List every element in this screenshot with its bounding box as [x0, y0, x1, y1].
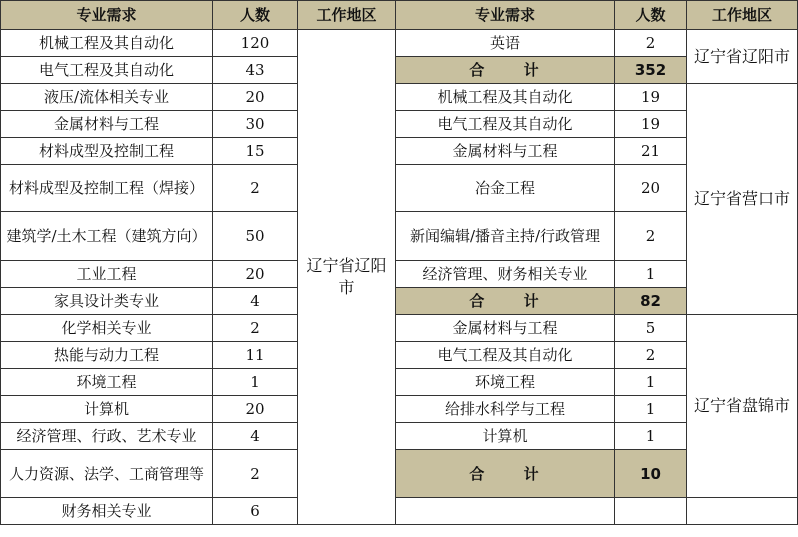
major-cell: 人力资源、法学、工商管理等: [1, 450, 213, 498]
major-cell: 计算机: [396, 423, 615, 450]
table-row: [1, 57, 798, 84]
major-cell: 金属材料与工程: [1, 111, 213, 138]
count-cell: 1: [615, 261, 687, 288]
table-row: [1, 84, 798, 111]
major-cell: 机械工程及其自动化: [1, 30, 213, 57]
major-cell: 工业工程: [1, 261, 213, 288]
major-cell: 经济管理、财务相关专业: [396, 261, 615, 288]
total-count: 10: [615, 450, 687, 498]
table-row: [1, 111, 798, 138]
count-cell: 2: [213, 315, 298, 342]
empty-cell: [396, 498, 615, 525]
major-cell: 电气工程及其自动化: [1, 57, 213, 84]
count-cell: 120: [213, 30, 298, 57]
header-count-2: 人数: [615, 1, 687, 30]
count-cell: 50: [213, 212, 298, 261]
major-cell: 电气工程及其自动化: [396, 342, 615, 369]
header-major-2: 专业需求: [396, 1, 615, 30]
major-cell: 金属材料与工程: [396, 138, 615, 165]
major-cell: 材料成型及控制工程（焊接）: [1, 165, 213, 212]
major-cell: 给排水科学与工程: [396, 396, 615, 423]
major-cell: 建筑学/土木工程（建筑方向）: [1, 212, 213, 261]
table-row: [1, 342, 798, 369]
table-row: [1, 261, 798, 288]
count-cell: 1: [213, 369, 298, 396]
count-cell: 4: [213, 423, 298, 450]
major-cell: 热能与动力工程: [1, 342, 213, 369]
table-row: [1, 315, 798, 342]
empty-cell: [687, 498, 798, 525]
major-cell: 材料成型及控制工程: [1, 138, 213, 165]
count-cell: 4: [213, 288, 298, 315]
major-cell: 英语: [396, 30, 615, 57]
count-cell: 1: [615, 369, 687, 396]
region-cell-liaoyang: 辽宁省辽阳市: [298, 30, 396, 525]
major-cell: 金属材料与工程: [396, 315, 615, 342]
count-cell: 2: [213, 165, 298, 212]
count-cell: 30: [213, 111, 298, 138]
count-cell: 1: [615, 396, 687, 423]
table-row: [1, 212, 798, 261]
empty-cell: [615, 498, 687, 525]
major-cell: 环境工程: [396, 369, 615, 396]
total-label: 合 计: [396, 288, 615, 315]
header-region: 工作地区: [298, 1, 396, 30]
count-cell: 20: [213, 261, 298, 288]
count-cell: 43: [213, 57, 298, 84]
count-cell: 5: [615, 315, 687, 342]
table-row: [1, 288, 798, 315]
table-row: [1, 165, 798, 212]
count-cell: 2: [213, 450, 298, 498]
header-count: 人数: [213, 1, 298, 30]
major-cell: 家具设计类专业: [1, 288, 213, 315]
count-cell: 20: [213, 84, 298, 111]
count-cell: 19: [615, 84, 687, 111]
table-row: [1, 423, 798, 450]
count-cell: 15: [213, 138, 298, 165]
region-cell-liaoyang-right: 辽宁省辽阳市: [687, 30, 798, 84]
table-row: [1, 30, 798, 57]
total-label: 合 计: [396, 57, 615, 84]
count-cell: 20: [213, 396, 298, 423]
table-row: [1, 369, 798, 396]
count-cell: 20: [615, 165, 687, 212]
major-cell: 化学相关专业: [1, 315, 213, 342]
count-cell: 21: [615, 138, 687, 165]
count-cell: 2: [615, 30, 687, 57]
major-cell: 经济管理、行政、艺术专业: [1, 423, 213, 450]
count-cell: 11: [213, 342, 298, 369]
table-row: [1, 498, 798, 525]
table-row: [1, 396, 798, 423]
count-cell: 1: [615, 423, 687, 450]
major-cell: 环境工程: [1, 369, 213, 396]
major-cell: 计算机: [1, 396, 213, 423]
major-cell: 冶金工程: [396, 165, 615, 212]
major-cell: 电气工程及其自动化: [396, 111, 615, 138]
major-cell: 新闻编辑/播音主持/行政管理: [396, 212, 615, 261]
major-cell: 机械工程及其自动化: [396, 84, 615, 111]
region-cell-yingkou: 辽宁省营口市: [687, 84, 798, 315]
total-label: 合 计: [396, 450, 615, 498]
count-cell: 2: [615, 212, 687, 261]
count-cell: 2: [615, 342, 687, 369]
major-cell: 财务相关专业: [1, 498, 213, 525]
total-count: 352: [615, 57, 687, 84]
region-cell-panjin: 辽宁省盘锦市: [687, 315, 798, 498]
table-row: [1, 138, 798, 165]
header-major: 专业需求: [1, 1, 213, 30]
table-row: [1, 450, 798, 498]
header-region-2: 工作地区: [687, 1, 798, 30]
major-cell: 液压/流体相关专业: [1, 84, 213, 111]
total-count: 82: [615, 288, 687, 315]
header-row: [1, 1, 798, 30]
count-cell: 19: [615, 111, 687, 138]
count-cell: 6: [213, 498, 298, 525]
